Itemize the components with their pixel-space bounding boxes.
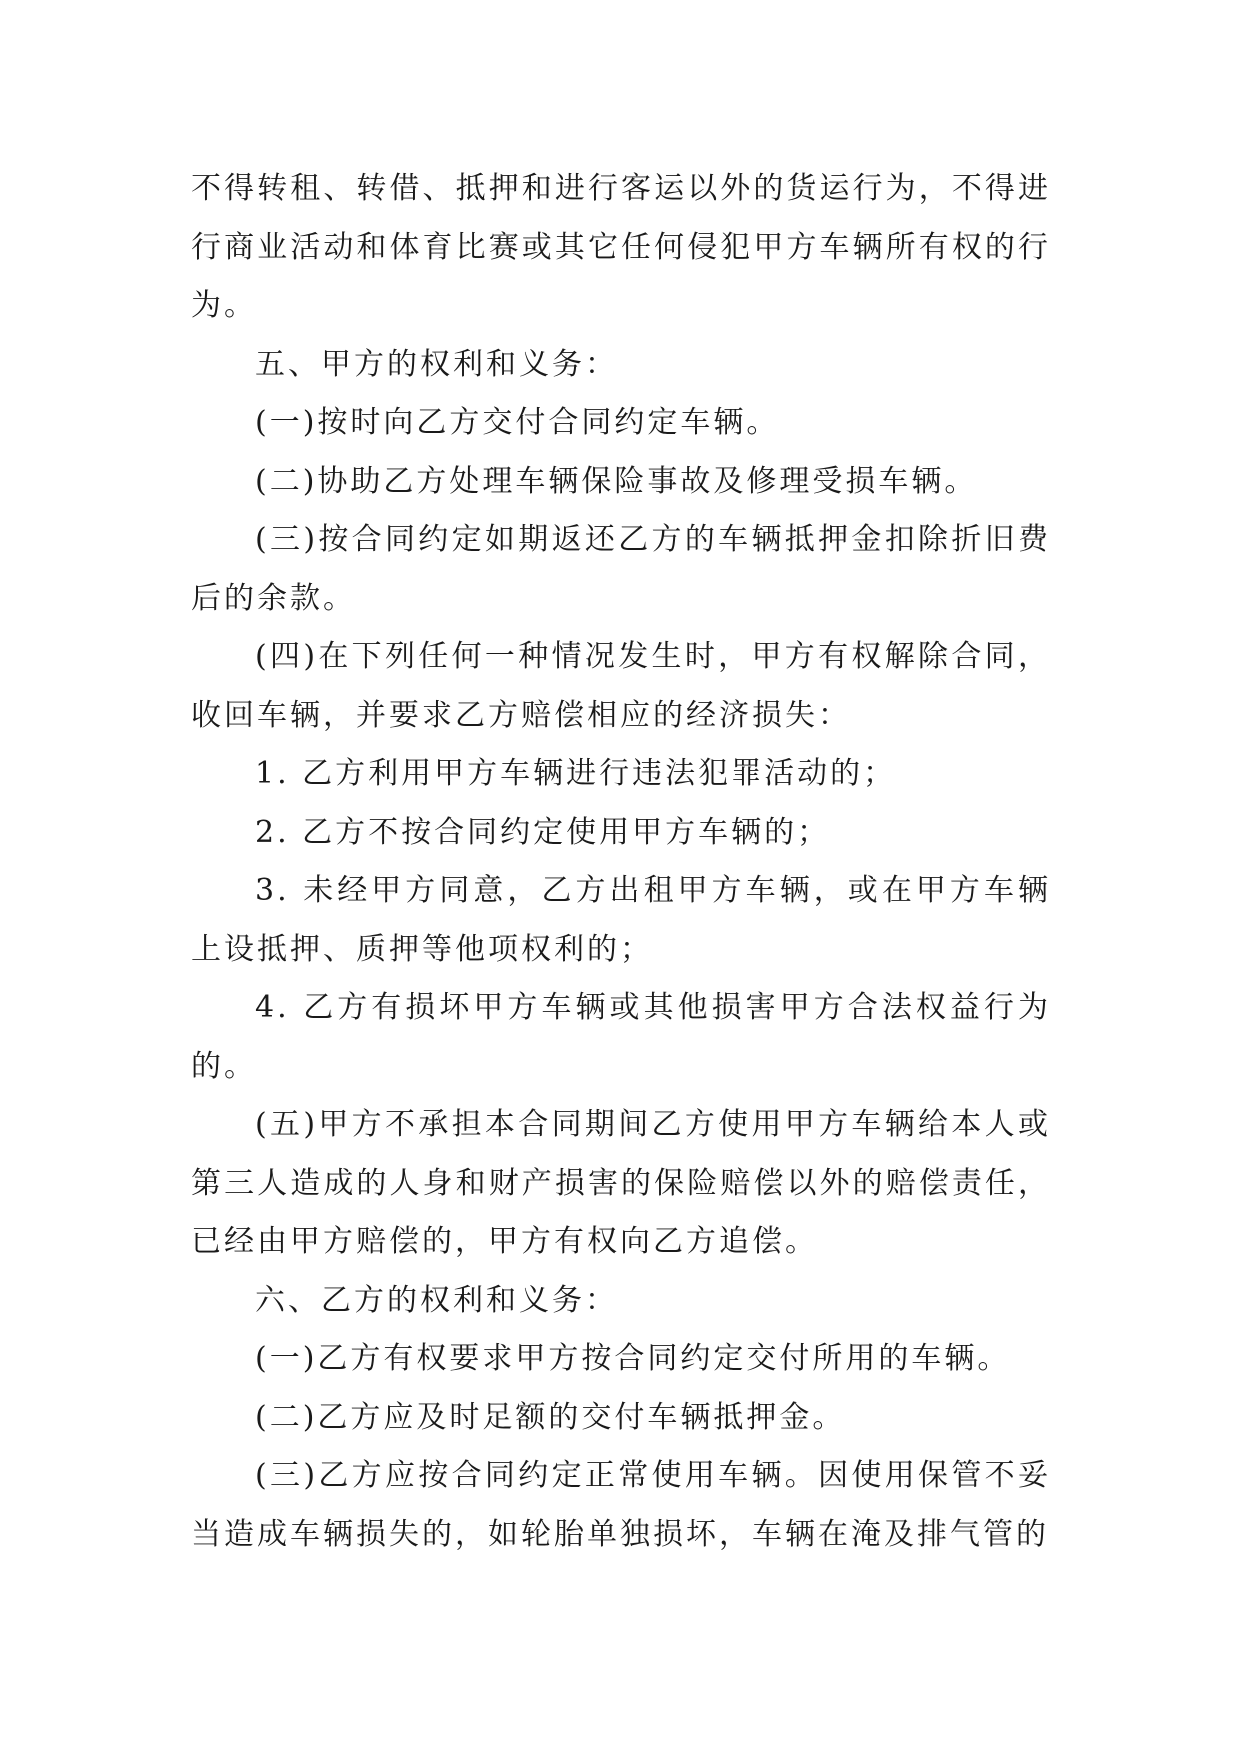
list-item: 1. 乙方利用甲方车辆进行违法犯罪活动的； bbox=[255, 756, 897, 791]
list-item: 2. 乙方不按合同约定使用甲方车辆的； bbox=[255, 814, 831, 850]
paragraph-item: (三)按合同约定如期返还乙方的车辆抵押金扣除折旧费后的余款。 bbox=[191, 522, 1051, 616]
contract-body-text bbox=[191, 160, 1051, 1564]
paragraph-item: (五)甲方不承担本合同期间乙方使用甲方车辆给本人或第三人造成的人身和财产损害的保险赔偿以外的赔偿责任，已经由甲方赔偿的，甲方有权向乙方追偿。 bbox=[191, 1107, 1051, 1259]
paragraph-item: (一)按时向乙方交付合同约定车辆。 bbox=[255, 405, 780, 440]
paragraph-item: (一)乙方有权要求甲方按合同约定交付所用的车辆。 bbox=[255, 1341, 1011, 1376]
paragraph-item: (三)乙方应按合同约定正常使用车辆。因使用保管不妥当造成车辆损失的，如轮胎单独损坏，车辆在淹及排气管的 bbox=[191, 1458, 1051, 1552]
paragraph-continued: 不得转租、转借、抵押和进行客运以外的货运行为，不得进行商业活动和体育比赛或其它任何侵犯甲方车辆所有权的行为。 bbox=[191, 171, 1051, 323]
list-item: 4. 乙方有损坏甲方车辆或其他损害甲方合法权益行为的。 bbox=[191, 990, 1051, 1084]
paragraph-item: (二)乙方应及时足额的交付车辆抵押金。 bbox=[255, 1399, 846, 1435]
list-item: 3. 未经甲方同意，乙方出租甲方车辆，或在甲方车辆上设抵押、质押等他项权利的； bbox=[191, 873, 1051, 967]
paragraph-item: (二)协助乙方处理车辆保险事故及修理受损车辆。 bbox=[255, 463, 978, 499]
section-heading-party-b: 六、乙方的权利和义务： bbox=[255, 1282, 618, 1318]
section-heading-party-a: 五、甲方的权利和义务： bbox=[255, 346, 618, 382]
paragraph-item: (四)在下列任何一种情况发生时，甲方有权解除合同，收回车辆，并要求乙方赔偿相应的经济损失： bbox=[191, 639, 1051, 733]
